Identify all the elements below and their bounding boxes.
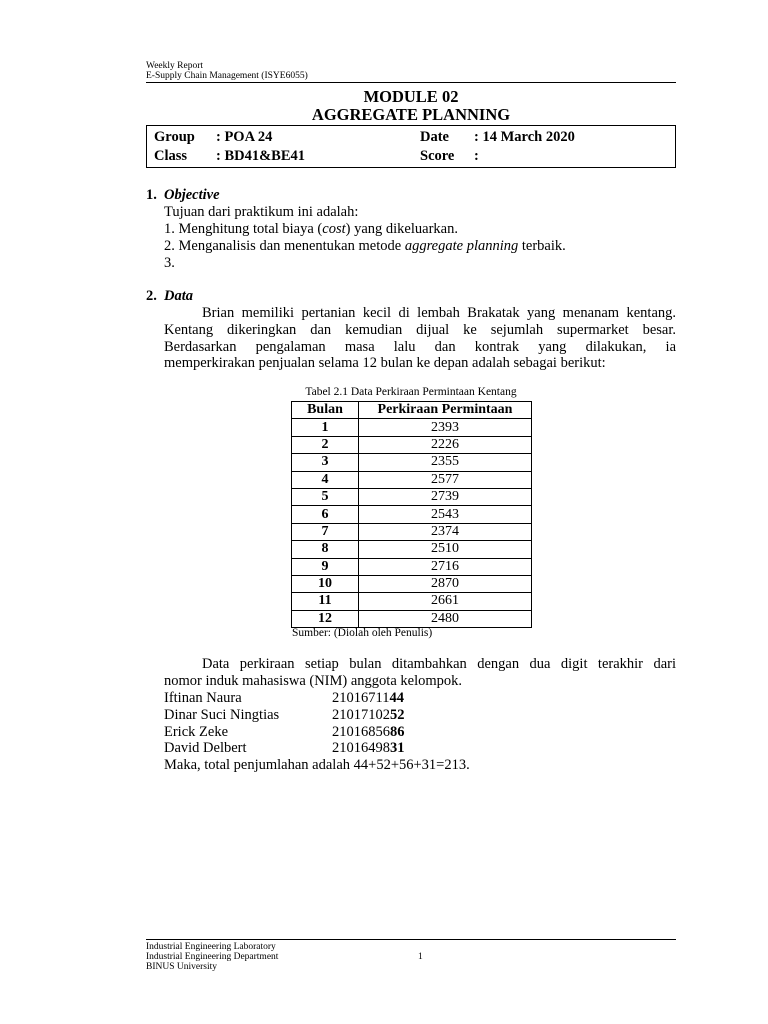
footer-lab: Industrial Engineering Laboratory	[146, 942, 276, 952]
data-paragraph: Brian memiliki pertanian kecil di lembah Brakatak yang menanam kentang. Kentang dikeringkan dan kemudian dijual ke sejumlah supermarket besar. Berdasarkan pengalaman masa lalu dan kontrak yang dilakukan, ia memperkirakan penjualan selama 12 bulan ke depan adalah sebagai berikut:	[164, 305, 676, 372]
footer-department: Industrial Engineering Department	[146, 952, 279, 962]
table-row	[292, 541, 532, 558]
table-row	[292, 593, 532, 610]
page-number: 1	[418, 952, 423, 962]
bulan-cell: 9	[292, 558, 359, 575]
member-nim: 2101710252	[332, 706, 405, 723]
class-value: : BD41&BE41	[216, 148, 306, 164]
footer-divider	[146, 939, 676, 940]
table-row	[292, 575, 532, 592]
table-caption: Tabel 2.1 Data Perkiraan Permintaan Kentang	[305, 386, 517, 398]
bulan-cell: 6	[292, 506, 359, 523]
nim-paragraph: Data perkiraan setiap bulan ditambahkan dengan dua digit terakhir dari nomor induk mahasiswa (NIM) anggota kelompok.	[164, 656, 676, 689]
bulan-cell: 2	[292, 436, 359, 453]
table-row	[292, 471, 532, 488]
demand-cell: 2739	[359, 488, 532, 505]
table-row	[292, 454, 532, 471]
demand-table	[291, 401, 532, 628]
demand-cell: 2393	[359, 419, 532, 436]
demand-cell: 2870	[359, 575, 532, 592]
member-nim: 2101649831	[332, 740, 405, 757]
module-number: MODULE 02	[363, 87, 459, 106]
demand-cell: 2355	[359, 454, 532, 471]
class-label: Class	[154, 148, 188, 164]
objective-item-1: 1. Menghitung total biaya (cost) yang dikeluarkan.	[164, 221, 458, 237]
table-row	[292, 436, 532, 453]
table-source: Sumber: (Diolah oleh Penulis)	[292, 627, 433, 639]
report-type: Weekly Report	[146, 61, 204, 71]
table-row	[292, 419, 532, 436]
table-row	[292, 488, 532, 505]
demand-cell: 2661	[359, 593, 532, 610]
bulan-cell: 5	[292, 488, 359, 505]
info-box	[146, 125, 676, 168]
date-value: : 14 March 2020	[474, 129, 575, 145]
group-value: : POA 24	[216, 129, 273, 145]
table-row	[292, 523, 532, 540]
objective-number: 1.	[146, 187, 157, 203]
footer-university: BINUS University	[146, 962, 217, 972]
objective-item-3: 3.	[164, 255, 175, 271]
demand-cell: 2543	[359, 506, 532, 523]
member-nim: 2101685686	[332, 723, 405, 740]
bulan-cell: 4	[292, 471, 359, 488]
demand-cell: 2716	[359, 558, 532, 575]
bulan-cell: 10	[292, 575, 359, 592]
data-number: 2.	[146, 288, 157, 304]
member-name: Erick Zeke	[164, 723, 229, 740]
header-divider	[146, 82, 676, 83]
column-header-perkiraan: Perkiraan Permintaan	[359, 402, 532, 419]
date-label: Date	[420, 129, 449, 145]
table-header-row	[292, 402, 532, 419]
demand-cell: 2374	[359, 523, 532, 540]
score-value: :	[474, 148, 479, 164]
member-name: David Delbert	[164, 740, 247, 757]
member-name: Iftinan Naura	[164, 690, 242, 706]
objective-intro: Tujuan dari praktikum ini adalah:	[164, 204, 359, 220]
member-name: Dinar Suci Ningtias	[164, 706, 280, 723]
score-label: Score	[420, 148, 455, 164]
data-heading: Data	[164, 288, 193, 304]
bulan-cell: 1	[292, 419, 359, 436]
objective-heading: Objective	[164, 187, 220, 203]
demand-cell: 2577	[359, 471, 532, 488]
module-title: AGGREGATE PLANNING	[311, 105, 511, 124]
demand-cell: 2226	[359, 436, 532, 453]
course-name: E-Supply Chain Management (ISYE6055)	[146, 71, 308, 81]
bulan-cell: 11	[292, 593, 359, 610]
objective-item-2: 2. Menganalisis dan menentukan metode aggregate planning terbaik.	[164, 238, 566, 254]
group-label: Group	[154, 129, 195, 145]
table-row	[292, 506, 532, 523]
demand-cell: 2510	[359, 541, 532, 558]
bulan-cell: 8	[292, 541, 359, 558]
nim-total: Maka, total penjumlahan adalah 44+52+56+31=213.	[164, 757, 470, 773]
bulan-cell: 12	[292, 610, 359, 627]
member-nim: 2101671144	[332, 690, 404, 706]
bulan-cell: 3	[292, 454, 359, 471]
table-row	[292, 610, 532, 627]
demand-cell: 2480	[359, 610, 532, 627]
bulan-cell: 7	[292, 523, 359, 540]
table-row	[292, 558, 532, 575]
column-header-bulan: Bulan	[292, 402, 359, 419]
